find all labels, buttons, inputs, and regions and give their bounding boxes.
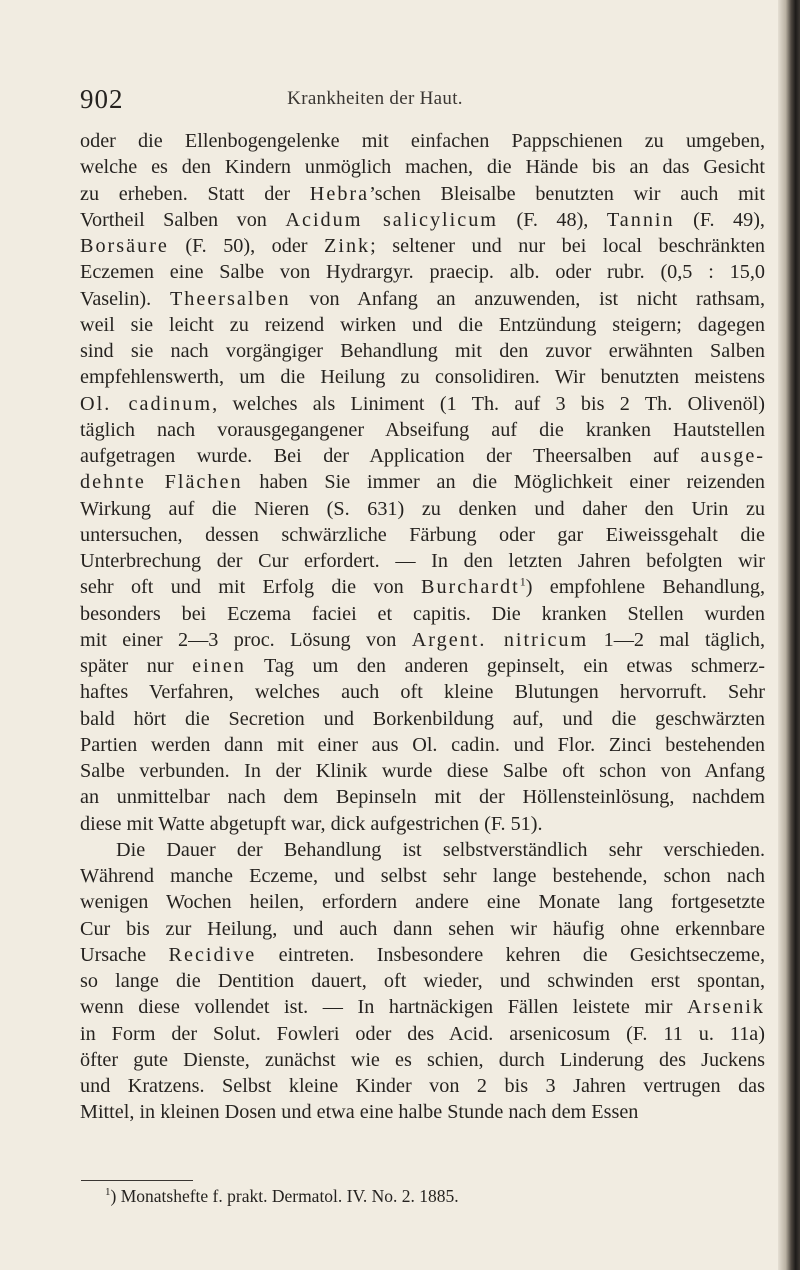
text-line xyxy=(80,679,765,705)
text-line xyxy=(80,181,765,207)
text-run: täglich nach vorausgegangener Abseifung auf die kranken Hautstellen xyxy=(80,418,765,441)
spaced-emphasis: Arsenik xyxy=(687,996,765,1019)
text-run: ; seltener und nur bei local beschränkten xyxy=(370,235,765,257)
text-line xyxy=(80,811,765,837)
text-run: 1—2 mal täglich, xyxy=(588,628,766,651)
text-line xyxy=(80,574,765,600)
text-run: (F. 49), xyxy=(674,208,765,231)
text-run: (F. 50), oder xyxy=(168,235,325,257)
text-run: ) empfohlene Behandlung, xyxy=(525,576,765,599)
text-line xyxy=(80,994,765,1020)
text-run: öfter gute Dienste, zunächst wie es schien, durch Linderung des Juckens xyxy=(80,1048,765,1071)
text-line xyxy=(80,889,765,915)
text-line xyxy=(80,233,765,259)
spaced-emphasis: ausge- xyxy=(700,445,765,467)
spaced-emphasis: Theersalben xyxy=(169,287,291,310)
text-line xyxy=(80,916,765,942)
text-run: haben Sie immer an die Möglichkeit einer reizenden xyxy=(242,471,766,494)
text-run: Ursache xyxy=(80,943,169,966)
text-line xyxy=(80,863,765,889)
text-run: Während manche Eczeme, und selbst sehr lange bestehende, schon nach xyxy=(80,865,765,887)
footnote-rule xyxy=(81,1180,193,1181)
text-run: von Anfang an anzuwenden, ist nicht rathsam, xyxy=(290,287,765,310)
text-line xyxy=(80,1021,765,1047)
text-line xyxy=(80,706,765,732)
text-line xyxy=(80,1073,765,1099)
spaced-emphasis: Recidive xyxy=(168,943,257,966)
text-run: so lange die Dentition dauert, oft wieder, und schwinden erst spontan, xyxy=(80,970,765,992)
footnote-reference: 1 xyxy=(519,574,526,589)
text-line xyxy=(80,154,765,180)
text-run: Tag um den anderen gepinselt, ein etwas schmerz- xyxy=(245,655,765,677)
spaced-emphasis: dehnte Flächen xyxy=(80,471,243,494)
text-line xyxy=(80,942,765,968)
text-line xyxy=(80,469,765,495)
footnote xyxy=(105,1186,459,1207)
text-line xyxy=(80,364,765,390)
text-run: wenigen Wochen heilen, erfordern andere eine Monate lang fortgesetzte xyxy=(80,891,765,914)
text-line xyxy=(80,496,765,522)
text-run: Cur bis zur Heilung, und auch dann sehen wir häufig ohne erkennbare xyxy=(80,917,765,940)
text-run: sehr oft und mit Erfolg die von xyxy=(80,576,421,599)
text-run: bald hört die Secretion und Borkenbildung auf, und die geschwärzten xyxy=(80,707,765,730)
spaced-emphasis: Burchardt xyxy=(421,576,520,599)
spaced-emphasis: Acidum salicylicum xyxy=(285,208,499,231)
text-line xyxy=(80,417,765,443)
text-run: Wirkung auf die Nieren (S. 631) zu denken und daher den Urin zu xyxy=(80,497,765,520)
spaced-emphasis: Tannin xyxy=(606,208,675,231)
text-run: sind sie nach vorgängiger Behandlung mit den zuvor erwähnten Salben xyxy=(80,340,765,362)
footnote-text: ) Monatshefte f. prakt. Dermatol. IV. No. 2. 1885. xyxy=(110,1186,459,1206)
page-number: 902 xyxy=(80,84,124,114)
text-run: mit einer 2—3 proc. Lösung von xyxy=(80,628,412,651)
text-run: empfehlenswerth, um die Heilung zu consolidiren. Wir benutzten meistens xyxy=(80,366,765,389)
text-line xyxy=(80,391,765,417)
text-run: Mittel, in kleinen Dosen und etwa eine halbe Stunde nach dem Essen xyxy=(80,1101,639,1124)
text-run: weil sie leicht zu reizend wirken und die Entzündung steigern; dagegen xyxy=(80,313,765,336)
text-run: Salbe verbunden. In der Klinik wurde diese Salbe oft schon von Anfang xyxy=(80,760,765,782)
text-line xyxy=(80,548,765,574)
text-line xyxy=(80,1047,765,1073)
text-run: aufgetragen wurde. Bei der Application der Theersalben auf xyxy=(80,445,701,467)
text-line xyxy=(80,207,765,233)
text-line xyxy=(80,732,765,758)
text-run: später nur xyxy=(80,655,193,677)
text-line xyxy=(80,837,765,863)
text-line xyxy=(80,653,765,679)
text-run: oder die Ellenbogengelenke mit einfachen Pappschienen zu umgeben, xyxy=(80,130,765,152)
footnote-marker: 1 xyxy=(105,1186,111,1199)
text-run: in Form der Solut. Fowleri oder des Acid. arsenicosum (F. 11 u. 11a) xyxy=(80,1022,765,1045)
text-run: Partien werden dann mit einer aus Ol. cadin. und Flor. Zinci bestehenden xyxy=(80,733,765,756)
text-run: haftes Verfahren, welches auch oft kleine Blutungen hervorruft. Sehr xyxy=(80,681,765,704)
text-line xyxy=(80,968,765,994)
spaced-emphasis: Hebra xyxy=(309,182,370,205)
text-line xyxy=(80,259,765,285)
text-line xyxy=(80,601,765,627)
text-run: untersuchen, dessen schwärzliche Färbung oder gar Eiweissgehalt die xyxy=(80,523,765,546)
text-run: diese mit Watte abgetupft war, dick aufgestrichen (F. 51). xyxy=(80,812,543,835)
text-run: welche es den Kindern unmöglich machen, die Hände bis an das Gesicht xyxy=(80,156,765,179)
text-run: Vaselin). xyxy=(80,287,170,310)
text-run: zu erheben. Statt der xyxy=(80,182,310,205)
spaced-emphasis: Argent. nitricum xyxy=(411,628,589,651)
spaced-emphasis: einen xyxy=(192,655,246,677)
text-run: besonders bei Eczema faciei et capitis. Die kranken Stellen wurden xyxy=(80,602,765,625)
text-line xyxy=(80,627,765,653)
text-line xyxy=(80,522,765,548)
page-binding-edge xyxy=(778,0,800,1270)
spaced-emphasis: Zink xyxy=(324,235,371,257)
text-run: an unmittelbar nach dem Bepinseln mit der Höllensteinlösung, nachdem xyxy=(80,786,765,809)
spaced-emphasis: Borsäure xyxy=(80,235,169,257)
text-line xyxy=(80,758,765,784)
text-line xyxy=(80,1099,765,1125)
text-run: , welches als Liniment (1 Th. auf 3 bis 2 Th. Olivenöl) xyxy=(212,392,766,415)
text-run: Die Dauer der Behandlung ist selbstverständlich sehr verschieden. xyxy=(116,838,765,861)
text-line xyxy=(80,443,765,469)
text-line xyxy=(80,784,765,810)
text-line xyxy=(80,286,765,312)
text-run: wenn diese vollendet ist. — In hartnäckigen Fällen leistete mir xyxy=(80,996,688,1019)
text-run: Unterbrechung der Cur erfordert. — In den letzten Jahren befolgten wir xyxy=(80,550,765,572)
running-head: Krankheiten der Haut. xyxy=(287,88,463,109)
text-run: eintreten. Insbesondere kehren die Gesichtseczeme, xyxy=(256,943,765,966)
text-run: Eczemen eine Salbe von Hydrargyr. praecip. alb. oder rubr. (0,5 : 15,0 xyxy=(80,261,765,284)
text-run: und Kratzens. Selbst kleine Kinder von 2 bis 3 Jahren vertrugen das xyxy=(80,1075,765,1097)
body-text xyxy=(80,128,765,1126)
text-run: (F. 48), xyxy=(498,208,607,231)
spaced-emphasis: Ol. cadinum xyxy=(80,392,213,415)
text-line xyxy=(80,338,765,364)
text-run: Vortheil Salben von xyxy=(80,208,286,231)
text-line xyxy=(80,128,765,154)
text-run: ’schen Bleisalbe benutzten wir auch mit xyxy=(369,182,765,205)
text-line xyxy=(80,312,765,338)
